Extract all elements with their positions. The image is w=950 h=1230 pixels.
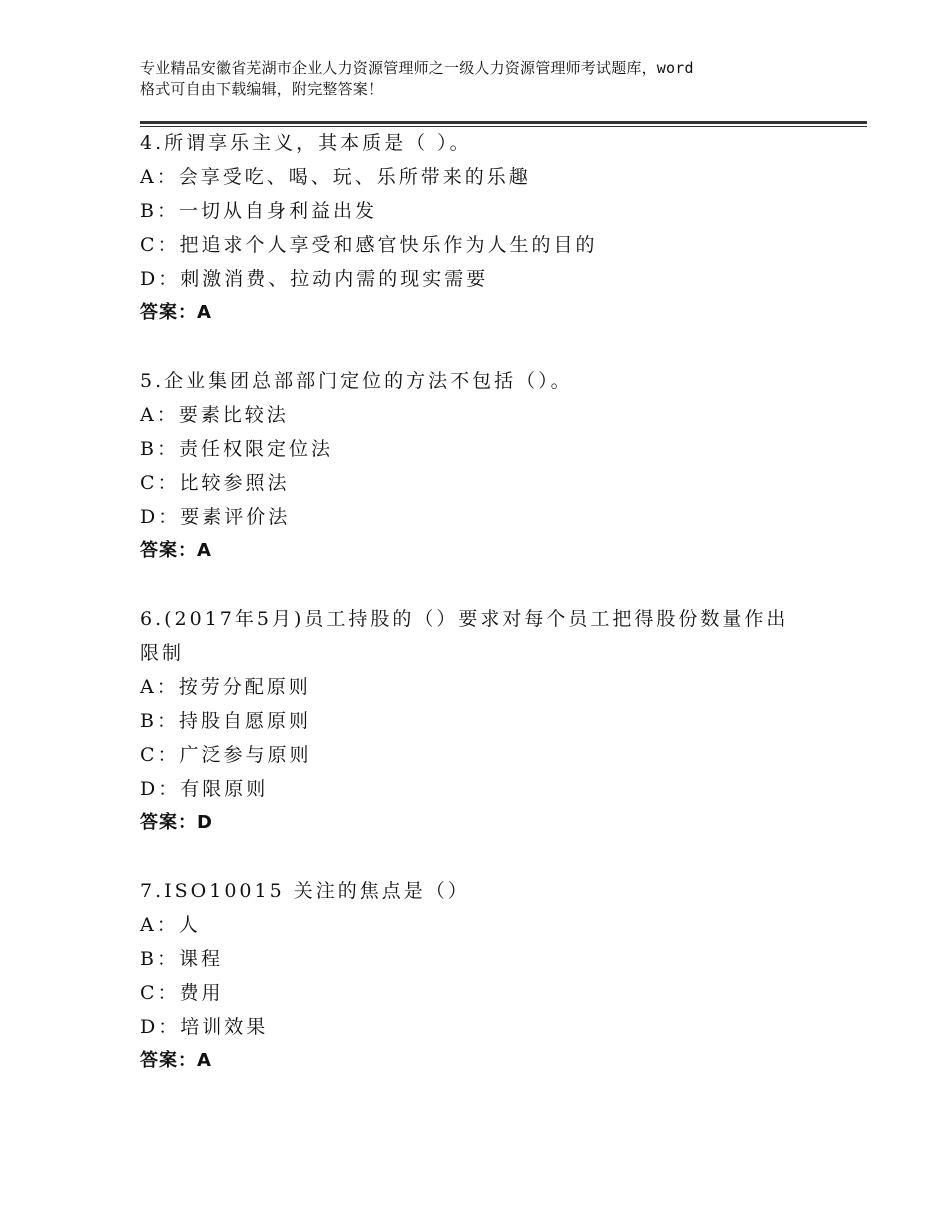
question-stem: 6.(2017年5月)员工持股的（）要求对每个员工把得股份数量作出限制 bbox=[140, 608, 789, 664]
option-d: D：刺激消费、拉动内需的现实需要 bbox=[140, 268, 489, 290]
question-4 bbox=[140, 126, 820, 330]
question-stem: 7.ISO10015 关注的焦点是（） bbox=[140, 880, 470, 902]
answer-line: 答案：A bbox=[140, 540, 212, 561]
option-a: A：按劳分配原则 bbox=[140, 676, 311, 698]
question-list bbox=[140, 126, 820, 1112]
option-b: B：持股自愿原则 bbox=[140, 710, 311, 732]
option-c: C：把追求个人享受和感官快乐作为人生的目的 bbox=[140, 234, 598, 256]
question-7 bbox=[140, 874, 820, 1078]
document-header bbox=[140, 58, 830, 100]
header-line-2: 格式可自由下载编辑，附完整答案！ bbox=[140, 80, 384, 98]
question-6 bbox=[140, 602, 820, 840]
answer-line: 答案：A bbox=[140, 1050, 212, 1071]
option-d: D：要素评价法 bbox=[140, 506, 291, 528]
question-5 bbox=[140, 364, 820, 568]
option-a: A：人 bbox=[140, 914, 201, 936]
answer-line: 答案：A bbox=[140, 302, 212, 323]
answer-line: 答案：D bbox=[140, 812, 213, 833]
option-c: C：费用 bbox=[140, 982, 224, 1004]
option-d: D：培训效果 bbox=[140, 1016, 269, 1038]
option-d: D：有限原则 bbox=[140, 778, 269, 800]
option-a: A：会享受吃、喝、玩、乐所带来的乐趣 bbox=[140, 166, 531, 188]
question-stem: 4.所谓享乐主义，其本质是（ ）。 bbox=[140, 132, 472, 154]
option-c: C：比较参照法 bbox=[140, 472, 290, 494]
option-b: B：责任权限定位法 bbox=[140, 438, 333, 460]
option-b: B：一切从自身利益出发 bbox=[140, 200, 377, 222]
question-stem: 5.企业集团总部部门定位的方法不包括（）。 bbox=[140, 370, 573, 392]
option-b: B：课程 bbox=[140, 948, 223, 970]
header-line-1: 专业精品安徽省芜湖市企业人力资源管理师之一级人力资源管理师考试题库，word bbox=[140, 59, 694, 77]
header-divider-thick bbox=[140, 121, 867, 124]
option-c: C：广泛参与原则 bbox=[140, 744, 312, 766]
option-a: A：要素比较法 bbox=[140, 404, 289, 426]
